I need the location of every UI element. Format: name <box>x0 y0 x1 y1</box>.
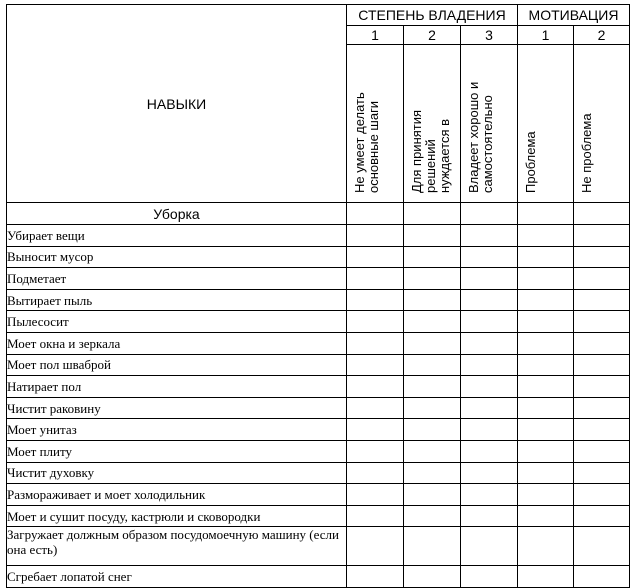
rating-cell[interactable] <box>574 354 630 376</box>
motivation-col-1-label: Проблема <box>523 131 538 193</box>
skill-row <box>7 505 630 527</box>
skill-label: Пылесосит <box>7 311 347 333</box>
rating-cell[interactable] <box>574 246 630 268</box>
rating-cell[interactable] <box>518 527 574 566</box>
rating-cell[interactable] <box>461 527 518 566</box>
skill-row <box>7 332 630 354</box>
rating-cell[interactable] <box>518 268 574 290</box>
rating-cell[interactable] <box>461 311 518 333</box>
rating-cell[interactable] <box>347 311 404 333</box>
proficiency-col-3-description <box>461 45 518 203</box>
rating-cell[interactable] <box>347 484 404 506</box>
rating-cell[interactable] <box>574 268 630 290</box>
rating-cell[interactable] <box>404 419 461 441</box>
skill-label: Моет унитаз <box>7 419 347 441</box>
skill-label: Сгребает лопатой снег <box>7 566 347 588</box>
rating-cell[interactable] <box>518 484 574 506</box>
motivation-group-header: МОТИВАЦИЯ <box>518 5 630 26</box>
rating-cell[interactable] <box>461 289 518 311</box>
rating-cell[interactable] <box>404 505 461 527</box>
rating-cell[interactable] <box>461 566 518 588</box>
skill-label: Моет и сушит посуду, кастрюли и сковородки <box>7 505 347 527</box>
skill-label: Размораживает и моет холодильник <box>7 484 347 506</box>
rating-cell[interactable] <box>404 484 461 506</box>
rating-cell[interactable] <box>461 505 518 527</box>
proficiency-col-2-label: Для принятия решений нуждается в <box>409 109 452 193</box>
proficiency-col-2-number: 2 <box>404 26 461 45</box>
rating-cell[interactable] <box>347 527 404 566</box>
skill-row <box>7 268 630 290</box>
rating-cell[interactable] <box>347 289 404 311</box>
rating-cell[interactable] <box>347 397 404 419</box>
skill-row <box>7 419 630 441</box>
rating-cell[interactable] <box>461 440 518 462</box>
rating-cell[interactable] <box>461 332 518 354</box>
rating-cell[interactable] <box>574 462 630 484</box>
proficiency-col-1-number: 1 <box>347 26 404 45</box>
rating-cell[interactable] <box>518 419 574 441</box>
rating-cell[interactable] <box>518 246 574 268</box>
rating-cell[interactable] <box>518 311 574 333</box>
skills-assessment-table <box>6 4 630 588</box>
rating-cell[interactable] <box>518 376 574 398</box>
skill-label: Чистит раковину <box>7 397 347 419</box>
skill-label: Чистит духовку <box>7 462 347 484</box>
rating-cell[interactable] <box>404 289 461 311</box>
skill-row <box>7 246 630 268</box>
rating-cell[interactable] <box>574 332 630 354</box>
rating-cell[interactable] <box>347 419 404 441</box>
skill-row <box>7 376 630 398</box>
rating-cell[interactable] <box>461 203 518 225</box>
rating-cell[interactable] <box>461 268 518 290</box>
section-title: Уборка <box>7 203 347 225</box>
rating-cell[interactable] <box>404 246 461 268</box>
rating-cell[interactable] <box>347 246 404 268</box>
skill-row <box>7 225 630 247</box>
motivation-col-2-number: 2 <box>574 26 630 45</box>
rating-cell[interactable] <box>574 376 630 398</box>
rating-cell[interactable] <box>461 376 518 398</box>
rating-cell[interactable] <box>404 376 461 398</box>
rating-cell[interactable] <box>574 225 630 247</box>
rating-cell[interactable] <box>404 225 461 247</box>
skill-label: Загружает должным образом посудомоечную машину (если она есть) <box>7 527 347 566</box>
proficiency-col-3-number: 3 <box>461 26 518 45</box>
skill-label: Вытирает пыль <box>7 289 347 311</box>
skill-row <box>7 527 630 566</box>
rating-cell[interactable] <box>347 376 404 398</box>
skill-label: Моет пол шваброй <box>7 354 347 376</box>
rating-cell[interactable] <box>347 566 404 588</box>
rating-cell[interactable] <box>574 397 630 419</box>
proficiency-col-3-label: Владеет хорошо и самостоятельно <box>466 81 495 193</box>
rating-cell[interactable] <box>347 203 404 225</box>
rating-cell[interactable] <box>574 505 630 527</box>
skill-row <box>7 397 630 419</box>
rating-cell[interactable] <box>404 462 461 484</box>
skill-row <box>7 566 630 588</box>
motivation-col-2-label: Не проблема <box>579 113 594 193</box>
rating-cell[interactable] <box>404 397 461 419</box>
rating-cell[interactable] <box>404 311 461 333</box>
skill-row <box>7 311 630 333</box>
skill-label: Убирает вещи <box>7 225 347 247</box>
motivation-col-1-description <box>518 45 574 203</box>
rating-cell[interactable] <box>404 440 461 462</box>
skill-row <box>7 289 630 311</box>
skill-row <box>7 484 630 506</box>
skill-label: Моет окна и зеркала <box>7 332 347 354</box>
skills-header: НАВЫКИ <box>7 5 347 203</box>
rating-cell[interactable] <box>518 332 574 354</box>
motivation-col-2-description <box>574 45 630 203</box>
rating-cell[interactable] <box>574 419 630 441</box>
skill-label: Моет плиту <box>7 440 347 462</box>
rating-cell[interactable] <box>574 289 630 311</box>
rating-cell[interactable] <box>574 484 630 506</box>
rating-cell[interactable] <box>518 354 574 376</box>
rating-cell[interactable] <box>518 289 574 311</box>
rating-cell[interactable] <box>518 203 574 225</box>
rating-cell[interactable] <box>347 440 404 462</box>
rating-cell[interactable] <box>347 225 404 247</box>
rating-cell[interactable] <box>461 419 518 441</box>
rating-cell[interactable] <box>404 203 461 225</box>
rating-cell[interactable] <box>461 484 518 506</box>
rating-cell[interactable] <box>574 203 630 225</box>
skill-row <box>7 354 630 376</box>
rating-cell[interactable] <box>518 397 574 419</box>
rating-cell[interactable] <box>574 566 630 588</box>
rating-cell[interactable] <box>461 225 518 247</box>
skill-row <box>7 462 630 484</box>
rating-cell[interactable] <box>461 397 518 419</box>
rating-cell[interactable] <box>347 354 404 376</box>
section-row <box>7 203 630 225</box>
rating-cell[interactable] <box>574 311 630 333</box>
proficiency-col-2-description <box>404 45 461 203</box>
proficiency-group-header: СТЕПЕНЬ ВЛАДЕНИЯ <box>347 5 518 26</box>
skill-label: Натирает пол <box>7 376 347 398</box>
rating-cell[interactable] <box>574 440 630 462</box>
skill-label: Выносит мусор <box>7 246 347 268</box>
rating-cell[interactable] <box>404 332 461 354</box>
proficiency-col-1-label: Не умеет делать основные шаги <box>352 92 381 193</box>
rating-cell[interactable] <box>461 462 518 484</box>
rating-cell[interactable] <box>347 332 404 354</box>
rating-cell[interactable] <box>518 440 574 462</box>
skill-label: Подметает <box>7 268 347 290</box>
rating-cell[interactable] <box>347 462 404 484</box>
rating-cell[interactable] <box>461 246 518 268</box>
motivation-col-1-number: 1 <box>518 26 574 45</box>
rating-cell[interactable] <box>518 505 574 527</box>
proficiency-col-1-description <box>347 45 404 203</box>
rating-cell[interactable] <box>404 566 461 588</box>
rating-cell[interactable] <box>574 527 630 566</box>
skill-row <box>7 440 630 462</box>
rating-cell[interactable] <box>347 505 404 527</box>
rating-cell[interactable] <box>404 527 461 566</box>
rating-cell[interactable] <box>518 462 574 484</box>
rating-cell[interactable] <box>461 354 518 376</box>
rating-cell[interactable] <box>347 268 404 290</box>
rating-cell[interactable] <box>518 566 574 588</box>
rating-cell[interactable] <box>404 268 461 290</box>
rating-cell[interactable] <box>518 225 574 247</box>
rating-cell[interactable] <box>404 354 461 376</box>
